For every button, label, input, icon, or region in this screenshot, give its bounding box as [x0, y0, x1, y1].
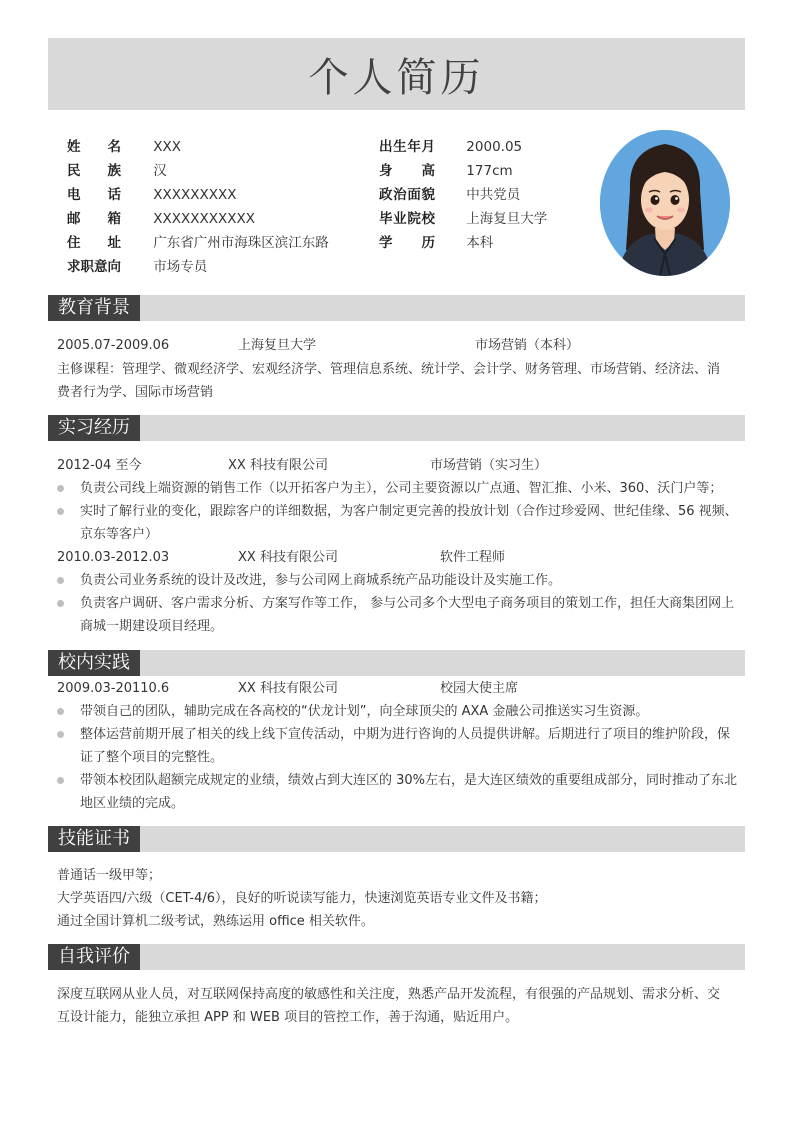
info-value: 汉	[153, 163, 167, 179]
campus-bullet: 带领自己的团队，辅助完成在各高校的“伏龙计划”，向全球顶尖的 AXA 金融公司推送实习生资源。	[80, 704, 649, 719]
job-bullet: 负责客户调研、客户需求分析、方案写作等工作， 参与公司多个大型电子商务项目的策划工作，担任大商集团网上商城一期建设项目经理。	[80, 596, 735, 634]
info-value: 177cm	[466, 163, 513, 179]
campus-company: XX 科技有限公司	[238, 681, 338, 696]
info-label: 住址	[67, 235, 121, 251]
job-date: 2010.03-2012.03	[57, 550, 170, 565]
section-title: 实习经历	[48, 415, 140, 441]
job-role: 市场营销（实习生）	[430, 458, 548, 473]
info-height	[379, 161, 513, 181]
bullet-dot-icon	[57, 577, 64, 584]
edu-date: 2005.07-2009.06	[57, 338, 170, 353]
bullet-dot-icon	[57, 777, 64, 784]
campus-bullet: 带领本校团队超额完成规定的业绩，绩效占到大连区的 30%左右，是大连区绩效的重要组成部分，同时推动了东北地区业绩的完成。	[80, 773, 738, 811]
bullet-dot-icon	[57, 485, 64, 492]
info-ethnicity	[67, 161, 167, 181]
section-title: 校内实践	[48, 650, 140, 676]
info-address	[67, 233, 329, 253]
info-school	[379, 209, 547, 229]
info-birth	[379, 137, 522, 157]
avatar	[600, 130, 730, 276]
info-degree	[379, 233, 493, 253]
info-label: 政治面貌	[379, 187, 435, 203]
info-value: 中共党员	[466, 187, 521, 203]
page-title: 个人简历	[308, 54, 485, 101]
title-banner	[48, 38, 745, 110]
section-self-eval-header	[48, 944, 745, 970]
campus-date: 2009.03-20110.6	[57, 681, 170, 696]
bullet-dot-icon	[57, 600, 64, 607]
job-company: XX 科技有限公司	[228, 458, 328, 473]
info-objective	[67, 257, 207, 277]
section-title: 技能证书	[48, 826, 140, 852]
info-value: XXXXXXXXXXX	[153, 211, 256, 227]
edu-major: 市场营销（本科）	[475, 338, 580, 353]
bullet-dot-icon	[57, 731, 64, 738]
info-value: 本科	[466, 235, 494, 251]
job-date: 2012-04 至今	[57, 458, 142, 473]
section-title: 教育背景	[48, 295, 140, 321]
job-role: 软件工程师	[440, 550, 506, 565]
info-value: 上海复旦大学	[466, 211, 548, 227]
bullet-dot-icon	[57, 508, 64, 515]
campus-role: 校园大使主席	[440, 681, 519, 696]
info-label: 电话	[67, 187, 121, 203]
info-value: 2000.05	[466, 139, 523, 155]
bullet-dot-icon	[57, 708, 64, 715]
info-label: 身高	[379, 163, 435, 179]
info-value: 广东省广州市海珠区滨江东路	[153, 235, 329, 251]
section-education-header	[48, 295, 745, 321]
job-bullet: 实时了解行业的变化，跟踪客户的详细数据，为客户制定更完善的投放计划（合作过珍爱网、世纪佳缘、56 视频、京东等客户）	[80, 504, 738, 542]
self-eval-line: 深度互联网从业人员，对互联网保持高度的敏感性和关注度，熟悉产品开发流程，有很强的产品规划、需求分析、交	[57, 987, 721, 1002]
edu-courses-line: 费者行为学、国际市场营销	[57, 385, 214, 400]
self-eval-line: 互设计能力，能独立承担 APP 和 WEB 项目的管控工作，善于沟通，贴近用户。	[57, 1010, 519, 1025]
info-email	[67, 209, 255, 229]
info-label: 出生年月	[379, 139, 435, 155]
section-internship-header	[48, 415, 745, 441]
section-skills-header	[48, 826, 745, 852]
job-bullet: 负责公司线上端资源的销售工作（以开拓客户为主），公司主要资源以广点通、智汇推、小米、360、沃门户等；	[80, 481, 723, 496]
campus-bullet: 整体运营前期开展了相关的线上线下宣传活动，中期为进行咨询的人员提供讲解。后期进行了项目的维护阶段，保证了整个项目的完整性。	[80, 727, 731, 765]
section-title: 自我评价	[48, 944, 140, 970]
info-label: 民族	[67, 163, 121, 179]
info-label: 毕业院校	[379, 211, 435, 227]
edu-courses-line: 主修课程：管理学、微观经济学、宏观经济学、管理信息系统、统计学、会计学、财务管理、市场营销、经济法、消	[57, 362, 721, 377]
info-name	[67, 137, 181, 157]
section-campus-header	[48, 650, 745, 676]
skill-line: 普通话一级甲等；	[57, 868, 162, 883]
job-company: XX 科技有限公司	[238, 550, 338, 565]
info-value: XXXXXXXXX	[153, 187, 237, 203]
avatar-portrait-icon	[600, 130, 730, 276]
job-bullet: 负责公司业务系统的设计及改进，参与公司网上商城系统产品功能设计及实施工作。	[80, 573, 562, 588]
edu-school: 上海复旦大学	[238, 338, 317, 353]
skill-line: 通过全国计算机二级考试，熟练运用 office 相关软件。	[57, 914, 374, 929]
info-label: 求职意向	[67, 259, 121, 275]
info-phone	[67, 185, 237, 205]
info-political	[379, 185, 520, 205]
info-label: 邮箱	[67, 211, 121, 227]
info-label: 姓名	[67, 139, 121, 155]
skill-line: 大学英语四/六级（CET-4/6），良好的听说读写能力，快速浏览英语专业文件及书籍；	[57, 891, 547, 906]
info-value: XXX	[153, 139, 182, 155]
info-label: 学历	[379, 235, 435, 251]
info-value: 市场专员	[153, 259, 208, 275]
